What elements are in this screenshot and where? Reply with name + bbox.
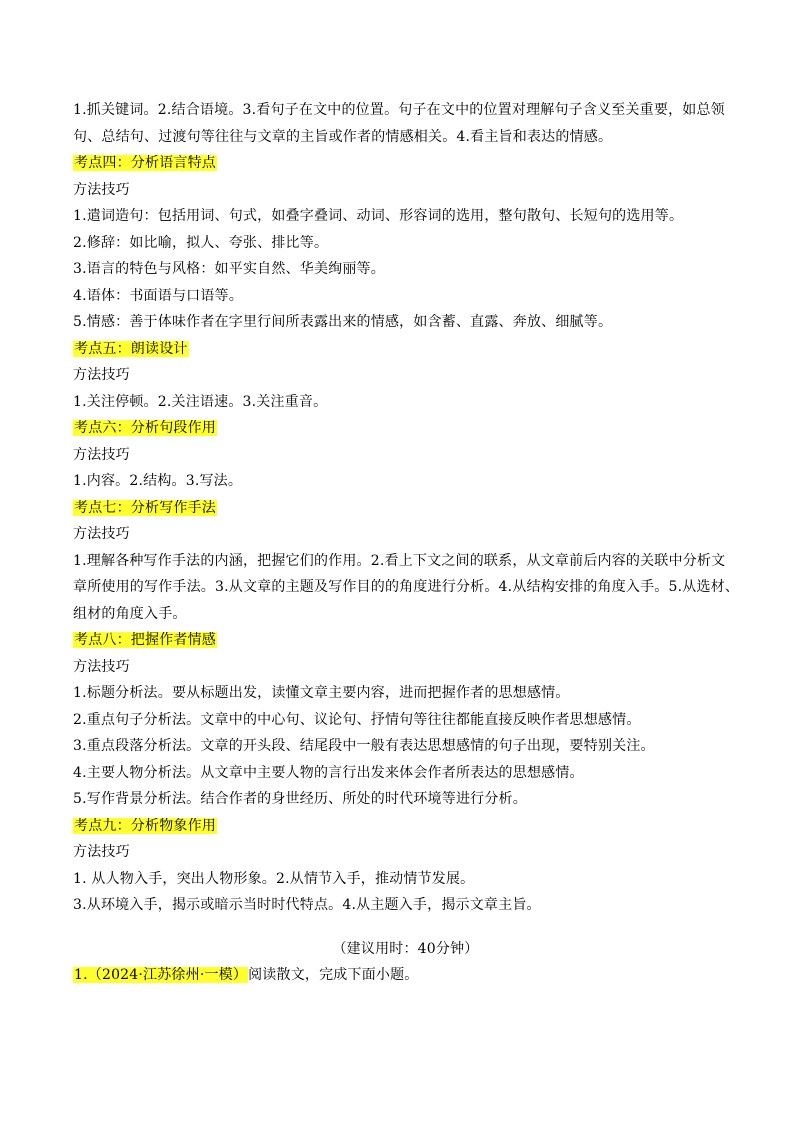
question-line bbox=[73, 962, 738, 989]
text-line: 5.写作背景分析法。结合作者的身世经历、所处的时代环境等进行分析。 bbox=[73, 791, 527, 807]
method-label: 方法技巧 bbox=[73, 658, 130, 675]
text-line: 4.语体：书面语与口语等。 bbox=[73, 287, 243, 304]
question-label: 1.（2024·江苏徐州·一模） bbox=[74, 967, 248, 983]
method-label: 方法技巧 bbox=[73, 526, 130, 542]
text-line: 1. 从人物入手，突出人物形象。2.从情节入手，推动情节发展。 bbox=[73, 870, 475, 887]
text-line: 1.遣词造句：包括用词、句式，如叠字叠词、动词、形容词的选用，整句散句、长短句的选用等。 bbox=[73, 208, 684, 224]
text-line: 1.关注停顿。2.关注语速。3.关注重音。 bbox=[73, 393, 328, 410]
method-label: 方法技巧 bbox=[73, 367, 130, 383]
text-line: 1.理解各种写作手法的内涵，把握它们的作用。2.看上下文之间的联系，从文章前后内容的关联中分析文 bbox=[73, 552, 726, 569]
text-line: 1.内容。2.结构。3.写法。 bbox=[73, 473, 243, 489]
text-line: 4.主要人物分析法。从文章中主要人物的言行出发来体会作者所表达的思想感情。 bbox=[73, 764, 584, 781]
section-heading bbox=[73, 415, 738, 442]
text-line: 句、总结句、过渡句等往往与文章的主旨或作者的情感相关。4.看主旨和表达的情感。 bbox=[73, 128, 613, 145]
heading-highlight: 考点四：分析语言特点 bbox=[74, 155, 216, 171]
text-line: 章所使用的写作手法。3.从文章的主题及写作目的的角度进行分析。4.从结构安排的角度入手。5.从选材、 bbox=[73, 579, 740, 595]
text-line: 2.修辞：如比喻，拟人、夸张、排比等。 bbox=[73, 234, 329, 251]
method-label: 方法技巧 bbox=[73, 181, 130, 198]
heading-highlight: 考点七：分析写作手法 bbox=[74, 499, 216, 516]
heading-highlight: 考点五：朗读设计 bbox=[74, 340, 188, 357]
text-line: 组材的角度入手。 bbox=[73, 605, 187, 622]
question-text: 阅读散文，完成下面小题。 bbox=[248, 967, 419, 983]
text-line: 3.重点段落分析法。文章的开头段、结尾段中一般有表达思想感情的句子出现，要特别关注。 bbox=[73, 738, 655, 754]
time-note: （建议用时：40分钟） bbox=[332, 940, 479, 957]
text-line: 1.抓关键词。2.结合语境。3.看句子在文中的位置。句子在文中的位置对理解句子含义至关重要，如总领 bbox=[73, 102, 725, 118]
section-heading bbox=[73, 336, 738, 363]
section-heading bbox=[73, 495, 738, 522]
text-line: 5.情感：善于体味作者在字里行间所表露出来的情感，如含蓄、直露、奔放、细腻等。 bbox=[73, 314, 613, 330]
text-line: 3.语言的特色与风格：如平实自然、华美绚丽等。 bbox=[73, 261, 385, 277]
section-heading bbox=[73, 813, 738, 840]
text-line: 1.标题分析法。要从标题出发，读懂文章主要内容，进而把握作者的思想感情。 bbox=[73, 685, 570, 701]
heading-highlight: 考点八：把握作者情感 bbox=[74, 632, 216, 648]
text-line: 3.从环境入手，揭示或暗示当时时代特点。4.从主题入手，揭示文章主旨。 bbox=[73, 897, 541, 913]
heading-highlight: 考点九：分析物象作用 bbox=[74, 817, 216, 834]
document-page bbox=[73, 97, 738, 989]
text-line: 2.重点句子分析法。文章中的中心句、议论句、抒情句等往往都能直接反映作者思想感情。 bbox=[73, 711, 641, 728]
section-heading bbox=[73, 627, 738, 654]
section-heading bbox=[73, 150, 738, 177]
method-label: 方法技巧 bbox=[73, 844, 130, 860]
method-label: 方法技巧 bbox=[73, 446, 130, 463]
heading-highlight: 考点六：分析句段作用 bbox=[74, 420, 216, 436]
